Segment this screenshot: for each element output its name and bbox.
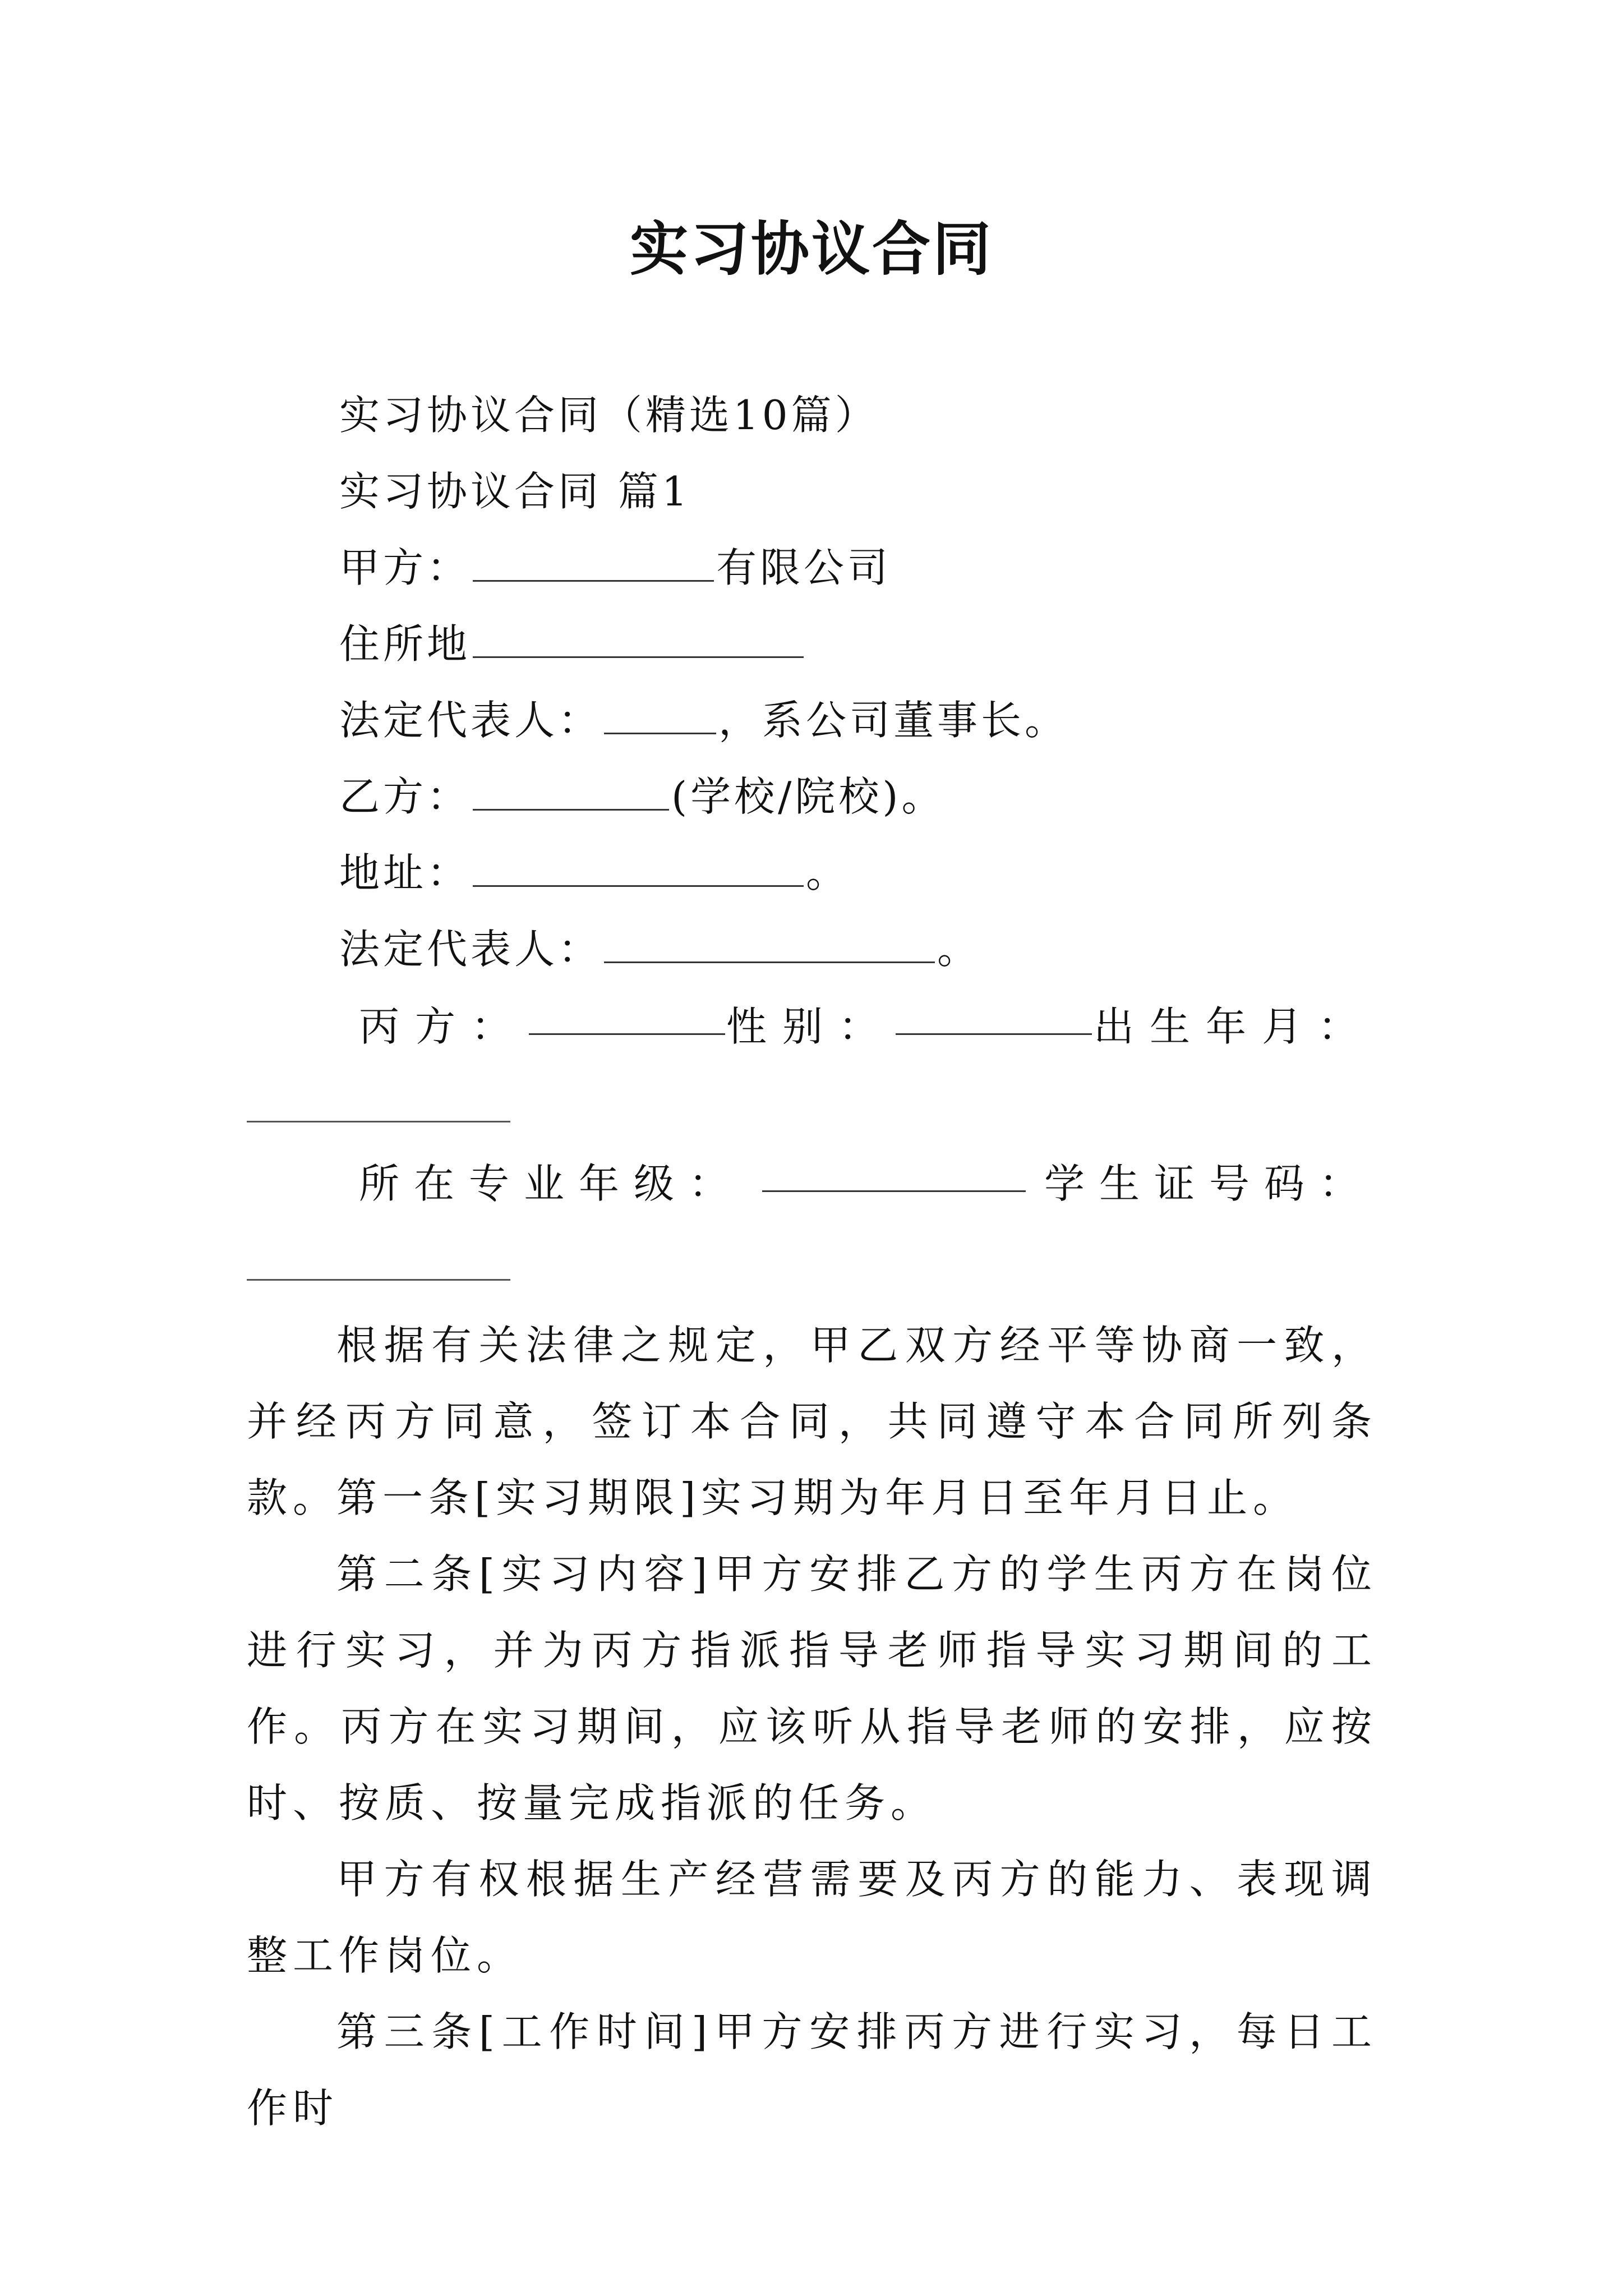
student-id-label: 学生证号码： (1044, 1160, 1374, 1207)
residence-label: 住所地 (339, 620, 471, 668)
chapter-heading: 实习协议合同 篇1 (339, 468, 691, 515)
address-suffix: 。 (806, 849, 850, 896)
party-b-label: 乙方： (339, 773, 471, 820)
paragraph-article-1: 第一条[实习期限]实习期为年月日至年月日止。 (336, 1474, 1299, 1521)
paragraph-position-adjust: 甲方有权根据生产经营需要及丙方的能力、表现调整工作岗位。 (247, 1856, 1377, 1979)
paragraph-preamble: 根据有关法律之规定，甲乙双方经平等协商一致，并经丙方同意，签订本合同，共同遵守本合同所列条款。 (247, 1322, 1377, 1521)
document-subtitle: 实习协议合同（精选10篇） (339, 392, 879, 439)
legal-rep-b-label: 法定代表人： (339, 926, 602, 973)
major-blank (762, 1156, 1026, 1192)
residence-blank (473, 622, 804, 658)
gender-blank (896, 999, 1092, 1035)
major-label: 所在专业年级： (359, 1160, 744, 1207)
document-title: 实习协议合同 (629, 215, 993, 283)
birth-label: 出生年月： (1093, 1003, 1374, 1050)
major-line (359, 1156, 1374, 1212)
paragraph-article-3: 第三条[工作时间]甲方安排丙方进行实习，每日工作时 (247, 2008, 1377, 2132)
birth-blank (247, 1121, 510, 1122)
party-c-blank (529, 999, 725, 1035)
legal-rep-b-line (339, 921, 981, 977)
legal-rep-a-suffix: ，系公司董事长。 (718, 697, 1069, 744)
paragraph-article-2: 第二条[实习内容]甲方安排乙方的学生丙方在岗位进行实习，并为丙方指派指导老师指导实习期间的工作。丙方在实习期间，应该听从指导老师的安排，应按时、按质、按量完成指派的任务。 (247, 1550, 1377, 1826)
student-id-blank (247, 1279, 510, 1281)
party-b-suffix: (学校/院校)。 (671, 773, 946, 820)
gender-label: 性别： (726, 1003, 895, 1050)
party-a-blank (473, 545, 714, 582)
party-a-suffix: 有限公司 (716, 544, 892, 591)
residence-line (339, 616, 806, 672)
address-label: 地址： (339, 849, 471, 896)
party-b-blank (473, 774, 669, 811)
legal-rep-b-suffix: 。 (937, 926, 981, 973)
party-a-line (339, 540, 891, 596)
legal-rep-a-line (339, 692, 1068, 748)
address-blank (473, 850, 804, 887)
legal-rep-a-blank (604, 698, 716, 734)
party-c-line (359, 999, 1374, 1055)
party-a-label: 甲方： (339, 544, 471, 591)
party-b-line (339, 769, 945, 825)
legal-rep-a-label: 法定代表人： (339, 697, 602, 744)
party-c-label: 丙方： (359, 1003, 528, 1050)
legal-rep-b-blank (604, 927, 935, 963)
address-line (339, 845, 850, 901)
